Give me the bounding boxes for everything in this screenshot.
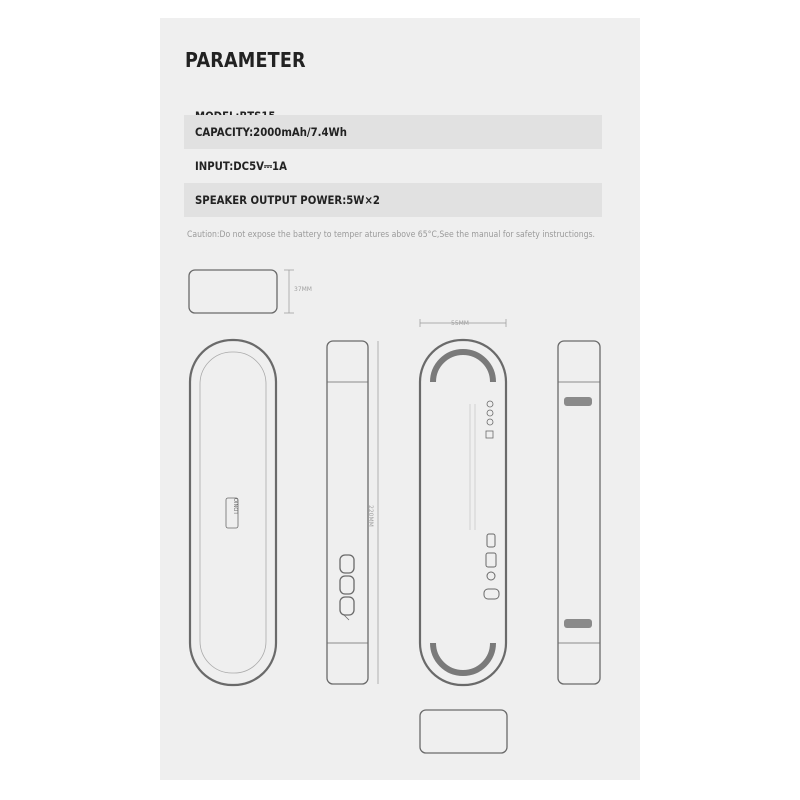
button-1 bbox=[340, 555, 354, 573]
caution-text: Caution:Do not expose the battery to temper atures above 65°C,See the manual for safety instructiongs. bbox=[187, 230, 596, 240]
power-switch bbox=[484, 589, 499, 599]
height-dimension-label: 37MM bbox=[294, 286, 312, 293]
port-2 bbox=[486, 553, 496, 567]
length-dimension-label: 220MM bbox=[367, 505, 374, 527]
side-view-left bbox=[327, 341, 368, 684]
spec-capacity-text: CAPACITY:2000mAh/7.4Wh bbox=[195, 125, 347, 139]
logo-text: LDNIO bbox=[233, 498, 240, 514]
audio-jack bbox=[487, 572, 495, 580]
bottom-end-view bbox=[420, 710, 507, 753]
top-grip bbox=[433, 352, 493, 382]
bottom-grip bbox=[433, 643, 493, 673]
page-title: PARAMETER bbox=[185, 48, 306, 72]
button-3 bbox=[340, 597, 354, 615]
back-view bbox=[420, 340, 506, 685]
top-end-view bbox=[189, 270, 277, 313]
spec-input-text: INPUT:DC5V⎓1A bbox=[195, 158, 287, 173]
port-1 bbox=[487, 534, 495, 547]
width-dimension-label: 55MM bbox=[451, 320, 469, 327]
button-2 bbox=[340, 576, 354, 594]
side-view-right bbox=[558, 341, 600, 684]
spec-output-power-text: SPEAKER OUTPUT POWER:5W×2 bbox=[195, 193, 380, 207]
